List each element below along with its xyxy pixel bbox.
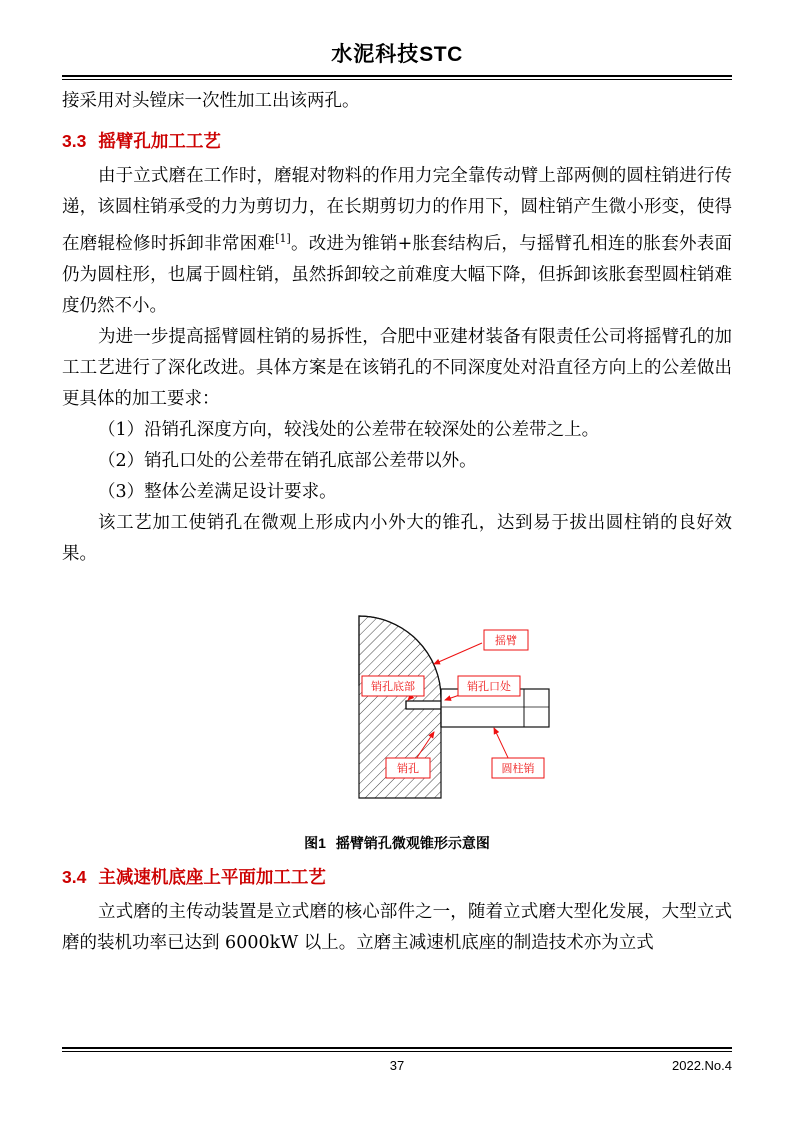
- label-pin-hole: [386, 758, 430, 778]
- paragraph-2: 为进一步提高摇臂圆柱销的易拆性，合肥中亚建材装备有限责任公司将摇臂孔的加工工艺进行了深化改进。具体方案是在该销孔的不同深度处对沿直径方向上的公差做出更具体的加工要求：: [62, 326, 732, 409]
- label-hole-bottom: [362, 676, 424, 696]
- leader-rocker-arm: [434, 643, 482, 664]
- figure-1: [62, 576, 732, 831]
- header-divider-thick: [62, 75, 732, 77]
- label-cylindrical-pin: [492, 758, 544, 778]
- paragraph-1-tail: 。改进为锥销+胀套结构后，与摇臂孔相连的胀套外表面仍为圆柱形，也属于圆柱销，虽然拆卸较之前难度大幅下降，但拆卸该胀套型圆柱销难度仍然不小。: [62, 233, 732, 316]
- figure-1-caption: [62, 833, 732, 853]
- reference-marker: [1]: [275, 232, 291, 245]
- header-divider-thin: [62, 79, 732, 80]
- continued-paragraph: 接采用对头镗床一次性加工出该两孔。: [62, 91, 360, 111]
- body-text: [62, 86, 732, 959]
- figure-1-drawing: [62, 576, 732, 831]
- page-header: [62, 38, 732, 68]
- figure-caption-text: 摇臂销孔微观锥形示意图: [335, 835, 490, 852]
- figure-caption-number: 图1: [304, 834, 326, 851]
- section-number: 3.4: [62, 866, 87, 887]
- paragraph-1-text: 由于立式磨在工作时，磨辊对物料的作用力完全靠传动臂上部两侧的圆柱销进行传递，该圆柱销承受的力为剪切力，在长期剪切力的作用下，圆柱销产生微小形变，使得在磨辊检修时拆卸非常困难: [62, 166, 732, 254]
- section-heading-3-3: [62, 126, 732, 157]
- page-number: 37: [389, 1058, 405, 1073]
- section-heading-3-4: [62, 862, 732, 893]
- footer-divider-thick: [62, 1047, 732, 1049]
- paragraph-4: 立式磨的主传动装置是立式磨的核心部件之一，随着立式磨大型化发展，大型立式磨的装机功率已达到 6000kW 以上。立磨主减速机底座的制造技术亦为立式: [62, 901, 732, 953]
- header-title-cn: 水泥科技: [331, 41, 420, 66]
- paragraph-1: [62, 161, 732, 322]
- label-hole-mouth: [458, 676, 520, 696]
- label-hole-bottom-text: 销孔底部: [371, 679, 415, 693]
- footer-divider-thin: [62, 1051, 732, 1052]
- section-title: 摇臂孔加工工艺: [98, 132, 221, 152]
- issue-label: 2022.No.4: [672, 1058, 732, 1073]
- section-number: 3.3: [62, 131, 87, 151]
- label-hole-mouth-text: 销孔口处: [467, 679, 511, 693]
- label-rocker-arm-text: 摇臂: [495, 633, 517, 647]
- section-title: 主减速机底座上平面加工工艺: [98, 867, 326, 888]
- label-pin-hole-text: 销孔: [397, 761, 419, 775]
- list-item-1: （1）沿销孔深度方向，较浅处的公差带在较深处的公差带之上。: [98, 419, 600, 440]
- header-title-en: STC: [419, 43, 463, 66]
- label-rocker-arm: [484, 630, 528, 650]
- label-cylindrical-pin-text: 圆柱销: [501, 761, 535, 775]
- page-content: [62, 0, 732, 1122]
- leader-cylindrical-pin: [494, 728, 510, 762]
- list-item-3: （3）整体公差满足设计要求。: [98, 481, 337, 502]
- list-item-2: （2）销孔口处的公差带在销孔底部公差带以外。: [98, 450, 477, 471]
- paragraph-3: 该工艺加工使销孔在微观上形成内小外大的锥孔，达到易于拔出圆柱销的良好效果。: [62, 512, 732, 564]
